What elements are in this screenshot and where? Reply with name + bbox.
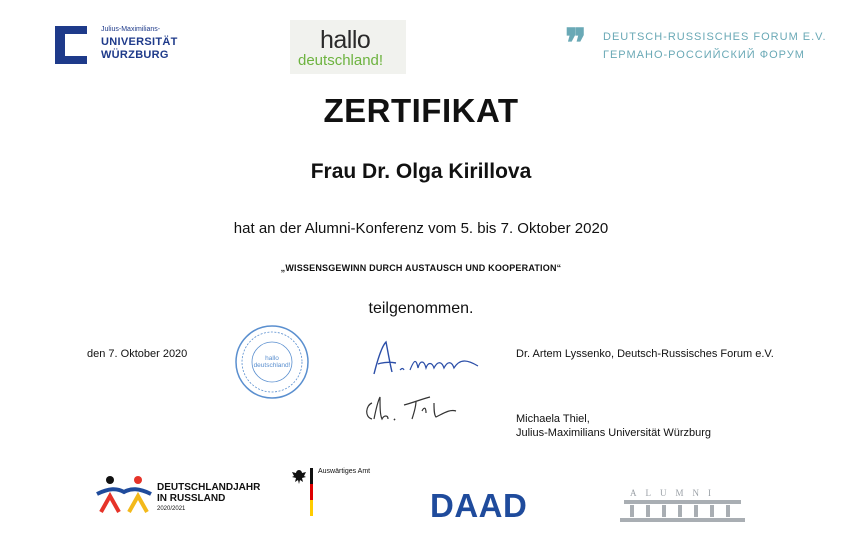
drf-quote-icon: ❞ (565, 20, 587, 67)
alumni-word: ALUMNI (630, 488, 720, 498)
deutschlandjahr-line1: DEUTSCHLANDJAHR (157, 482, 261, 493)
alumni-building-icon (620, 498, 745, 524)
auswaertiges-amt-logo (290, 466, 400, 520)
university-logo-small-text: Julius-Maximilians- (101, 26, 161, 33)
recipient-name: Frau Dr. Olga Kirillova (310, 160, 532, 183)
daad-logo: DAAD (430, 487, 528, 524)
alumni-logo (620, 488, 745, 524)
conference-motto: „WISSENSGEWINN DURCH AUSTAUSCH UND KOOPERATION“ (280, 263, 562, 273)
eagle-icon (290, 468, 308, 486)
deutschlandjahr-figures-icon (95, 472, 153, 516)
conference-line: hat an der Alumni-Konferenz vom 5. bis 7. Oktober 2020 (233, 220, 609, 237)
stamp-text: hallo deutschland! (253, 355, 291, 369)
university-logo-line1: UNIVERSITÄT (101, 36, 178, 48)
signer-1: Dr. Artem Lyssenko, Deutsch-Russisches Forum e.V. (516, 348, 774, 360)
deutschlandjahr-years: 2020/2021 (157, 506, 186, 512)
deutsch-russisches-forum-logo (565, 20, 827, 70)
drf-logo-german: DEUTSCH-RUSSISCHES FORUM E.V. (603, 31, 827, 43)
auswaertiges-amt-label: Auswärtiges Amt (318, 468, 371, 475)
signer-2-organization: Julius-Maximilians Universität Würzburg (516, 427, 711, 439)
certificate-title: ZERTIFIKAT (323, 92, 519, 129)
closing-text: teilgenommen. (368, 300, 474, 317)
hallo-deutschland-logo (290, 20, 406, 74)
university-wuerzburg-logo (55, 24, 178, 68)
deutschlandjahr-logo (95, 472, 275, 516)
signature-thiel (360, 393, 460, 423)
hallo-logo-word1: hallo (320, 26, 371, 54)
official-stamp (233, 323, 311, 401)
drf-logo-russian: ГЕРМАНО-РОССИЙСКИЙ ФОРУМ (603, 49, 805, 61)
signature-lyssenko (368, 338, 488, 378)
certificate-date: den 7. Oktober 2020 (87, 348, 188, 360)
university-logo-line2: WÜRZBURG (101, 49, 169, 61)
signer-2-name: Michaela Thiel, (516, 413, 590, 425)
university-logo-mark (55, 26, 65, 64)
hallo-logo-word2: deutschland! (298, 52, 384, 69)
deutschlandjahr-line2: IN RUSSLAND (157, 493, 226, 504)
